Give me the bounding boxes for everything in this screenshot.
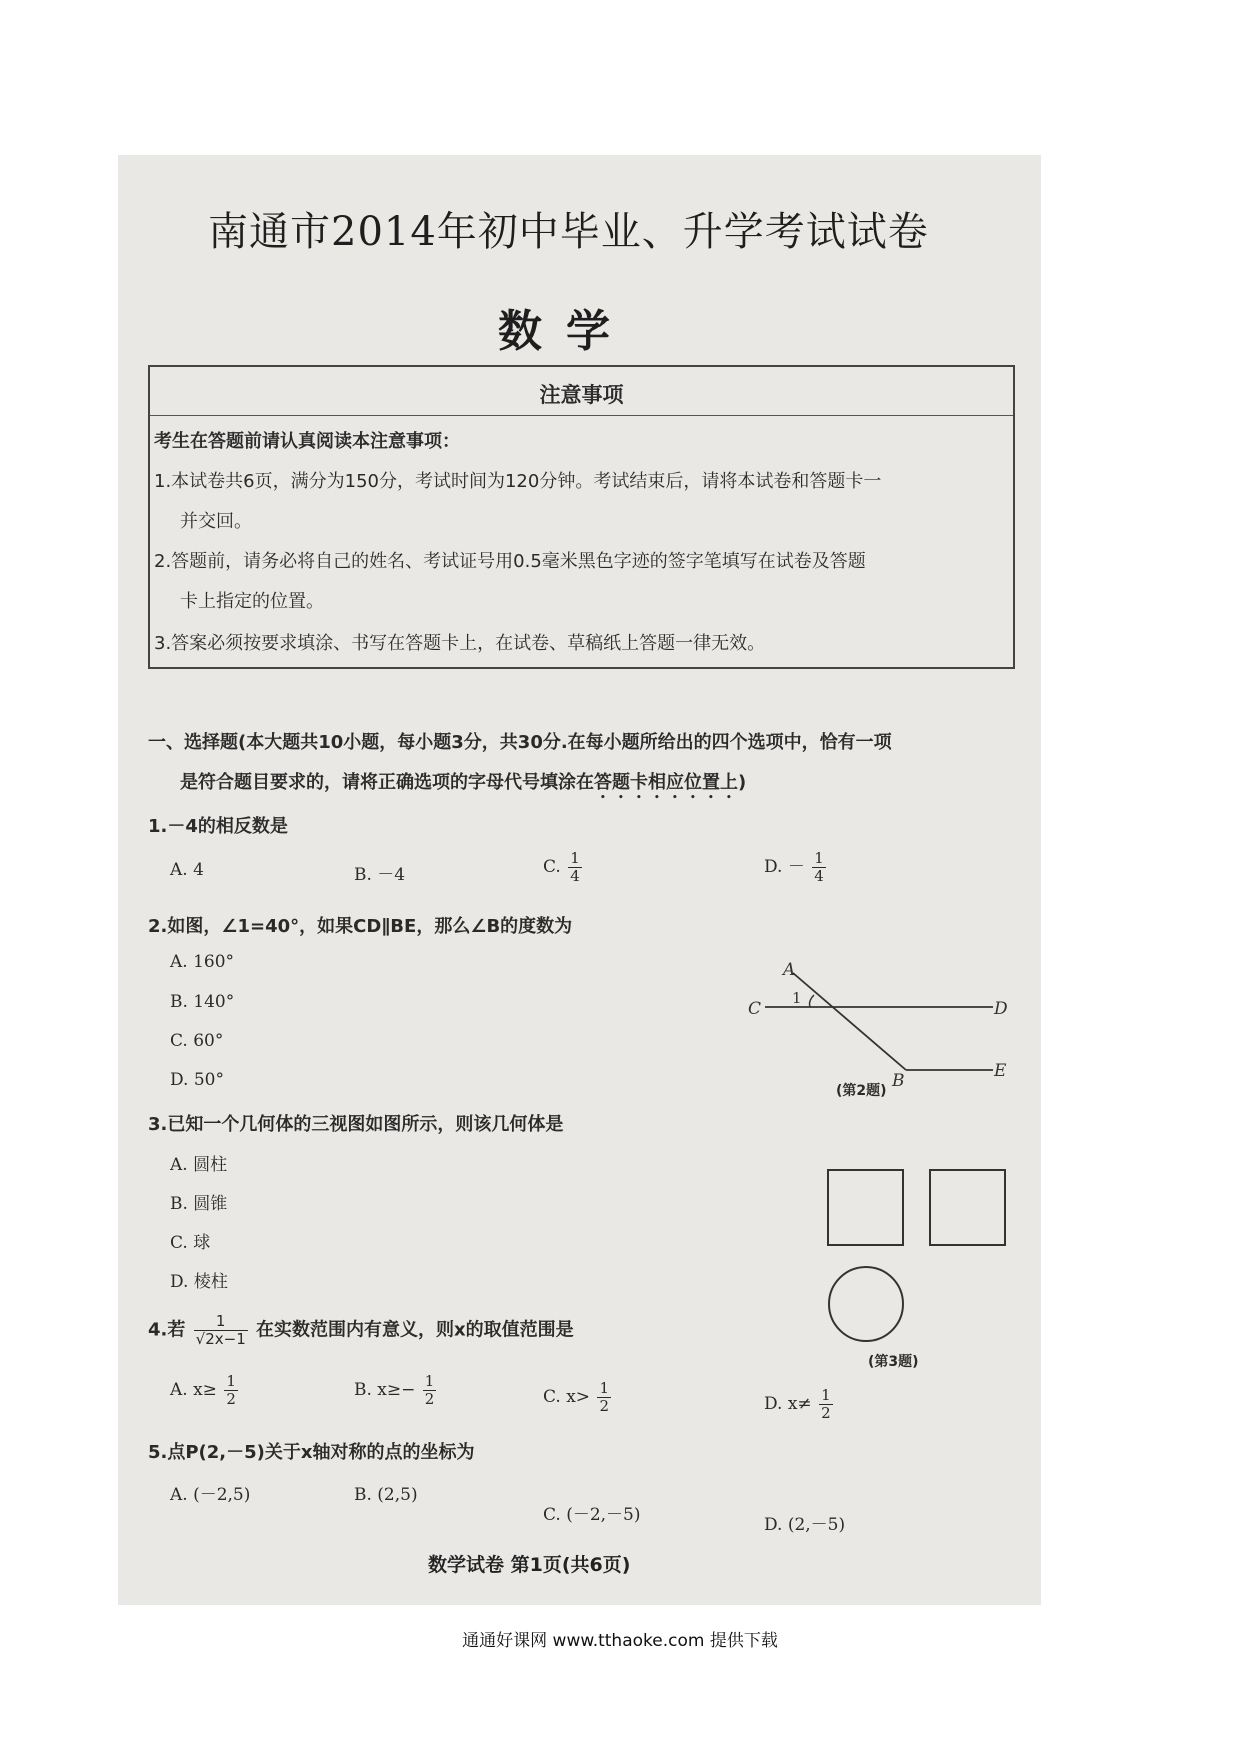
q2-option-b: B. 140° — [170, 992, 235, 1012]
q2-option-d: D. 50° — [170, 1070, 224, 1090]
notice-divider — [150, 415, 1013, 416]
fraction-numerator: 1 — [599, 1379, 609, 1397]
point-d-label: D — [994, 999, 1008, 1019]
q4-stem-fraction — [194, 1313, 248, 1348]
point-e-label: E — [994, 1061, 1007, 1081]
point-c-label: C — [748, 999, 762, 1019]
notice-line-4: 卡上指定的位置。 — [180, 591, 324, 612]
q1-option-d — [764, 850, 828, 885]
fraction-denominator: 2 — [226, 1390, 236, 1408]
fraction-numerator: 1 — [226, 1372, 236, 1390]
front-view-square — [828, 1170, 903, 1245]
fraction-numerator: 1 — [814, 849, 824, 867]
q4-option-a-fraction — [224, 1373, 238, 1408]
fraction-denominator: √2x−1 — [195, 1330, 246, 1348]
fraction-numerator: 1 — [194, 1313, 248, 1331]
q1-option-a: A. 4 — [170, 860, 204, 880]
q3-option-d: D. 棱柱 — [170, 1272, 228, 1292]
q4-option-d-label: D. x≠ — [764, 1394, 812, 1414]
point-a-label: A — [783, 960, 796, 980]
top-view-circle — [829, 1267, 903, 1341]
fraction-denominator: 4 — [570, 867, 580, 885]
q5-option-d: D. (2,－5) — [764, 1515, 846, 1535]
q4-stem — [148, 1313, 574, 1348]
q4-option-a — [170, 1373, 240, 1408]
angle-1-label: 1 — [792, 989, 802, 1007]
q1-option-d-fraction — [812, 850, 826, 885]
section1-emphasis: 答题卡相应位置上 — [594, 772, 738, 793]
q2-stem: 2.如图，∠1=40°，如果CD∥BE，那么∠B的度数为 — [148, 916, 573, 937]
notice-line-5: 3.答案必须按要求填涂、书写在答题卡上，在试卷、草稿纸上答题一律无效。 — [154, 633, 766, 654]
q4-option-c-fraction — [597, 1380, 611, 1415]
q5-option-a: A. (－2,5) — [170, 1485, 251, 1505]
exam-page — [118, 155, 1041, 1605]
q3-option-b: B. 圆锥 — [170, 1194, 228, 1214]
download-credit: 通通好课网 www.tthaoke.com 提供下载 — [462, 1631, 778, 1651]
q4-stem-post: 在实数范围内有意义，则x的取值范围是 — [256, 1319, 574, 1341]
q3-option-c: C. 球 — [170, 1233, 211, 1253]
q3-three-views — [823, 1165, 1013, 1345]
q3-caption: (第3题) — [868, 1354, 919, 1370]
q4-option-b-fraction — [423, 1373, 437, 1408]
fraction-denominator: 2 — [424, 1390, 435, 1408]
fraction-numerator: 1 — [821, 1386, 831, 1404]
line-ab — [793, 973, 906, 1070]
page-footer: 数学试卷 第1页(共6页) — [428, 1554, 631, 1576]
q4-option-d — [764, 1387, 835, 1422]
section1-heading: 一、选择题(本大题共10小题，每小题3分，共30分.在每小题所给出的四个选项中，恰有一项 — [148, 732, 892, 753]
point-b-label: B — [892, 1071, 905, 1091]
q4-option-a-label: A. x≥ — [170, 1380, 217, 1400]
q3-option-a: A. 圆柱 — [170, 1155, 228, 1175]
q1-option-b: B. －4 — [354, 865, 406, 885]
q1-option-c-label: C. — [543, 857, 561, 877]
notice-heading: 注意事项 — [539, 382, 624, 407]
q4-stem-pre: 4.若 — [148, 1319, 186, 1341]
section1-heading-text: 是符合题目要求的，请将正确选项的字母代号填涂在 — [180, 772, 594, 793]
notice-line-3: 2.答题前，请务必将自己的姓名、考试证号用0.5毫米黑色字迹的签字笔填写在试卷及答题 — [154, 551, 866, 572]
side-view-square — [930, 1170, 1005, 1245]
q3-stem: 3.已知一个几何体的三视图如图所示，则该几何体是 — [148, 1114, 564, 1135]
notice-line-2: 并交回。 — [180, 511, 252, 532]
q5-option-c: C. (－2,－5) — [543, 1505, 641, 1525]
notice-intro: 考生在答题前请认真阅读本注意事项： — [154, 431, 460, 452]
fraction-numerator: 1 — [570, 849, 580, 867]
notice-line-1: 1.本试卷共6页，满分为150分，考试时间为120分钟。考试结束后，请将本试卷和答题卡一 — [154, 471, 882, 492]
q4-option-b — [354, 1373, 438, 1408]
q5-option-b: B. (2,5) — [354, 1485, 418, 1505]
angle-1-arc — [810, 995, 815, 1007]
fraction-numerator: 1 — [424, 1372, 435, 1390]
q2-option-a: A. 160° — [170, 952, 235, 972]
q4-option-b-label: B. x≥− — [354, 1380, 416, 1400]
section1-close: ) — [738, 772, 747, 793]
section1-heading-cont — [180, 768, 746, 803]
q1-option-c — [543, 850, 584, 885]
q2-caption: (第2题) — [836, 1083, 887, 1099]
subject-title: 数学 — [498, 306, 634, 357]
fraction-denominator: 2 — [599, 1397, 609, 1415]
q1-option-d-label: D. － — [764, 857, 805, 877]
q4-option-d-fraction — [819, 1387, 833, 1422]
q1-option-c-fraction — [568, 850, 582, 885]
q4-option-c — [543, 1380, 613, 1415]
fraction-denominator: 4 — [814, 867, 824, 885]
exam-title: 南通市2014年初中毕业、升学考试试卷 — [208, 209, 929, 255]
q1-stem: 1.－4的相反数是 — [148, 816, 288, 837]
q5-stem: 5.点P(2,－5)关于x轴对称的点的坐标为 — [148, 1442, 475, 1463]
q2-option-c: C. 60° — [170, 1031, 224, 1051]
notice-box — [148, 365, 1015, 669]
fraction-denominator: 2 — [821, 1404, 831, 1422]
q4-option-c-label: C. x> — [543, 1387, 591, 1407]
